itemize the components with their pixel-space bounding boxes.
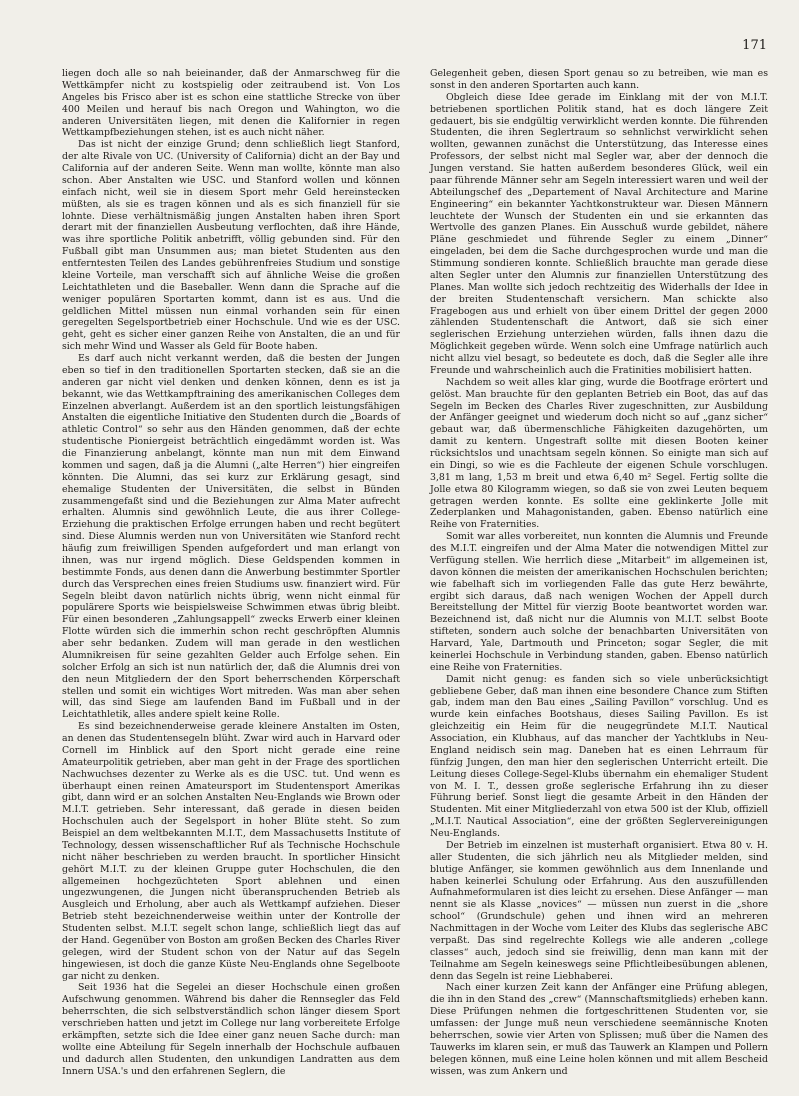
paragraph: liegen doch alle so nah beieinander, daß der Anmarschweg für die Wettkämpfer nicht zu kostspielig oder zeitraubend ist. Von Los Angeles bis Frisco aber ist es schon eine stattliche Strecke von über 400 Meilen und herauf bis nach Oregon und Wahington, wo die anderen Universitäten liegen, mit denen die Kalifornier in regen Wettkampfbeziehungen stehen, ist es auch nicht näher. xyxy=(62,68,400,139)
paragraph: Nachdem so weit alles klar ging, wurde die Bootfrage erörtert und gelöst. Man brauchte für den geplanten Betrieb ein Boot, das auf das Segeln im Becken des Charles River zugeschnitten, zur Ausbildung der Anfänger geeignet und wiederum doch nicht so auf „ganz sicher“ gebaut war, daß übermenschliche Fähigkeiten dazugehörten, um damit zu kentern. Ungestraft sollte mit diesen Booten keiner rücksichtslos und unachtsam segeln können. So einigte man sich auf ein Dingi, so wie es die Fachleute der eigenen Schule vorschlugen. 3,81 m lang, 1,53 m breit und etwa 6,40 m² Segel. Fertig sollte die Jolle etwa 80 Kilogramm wiegen, so daß sie von zwei Leuten bequem getragen werden konnte. Es sollte eine geklinkerte Jolle mit Zederplanken und Mahagonistanden, gaben. Ebenso natürlich eine Reihe von Fraternities. xyxy=(430,376,768,531)
page-number: 171 xyxy=(742,38,767,53)
paragraph: Es sind bezeichnenderweise gerade kleinere Anstalten im Osten, an denen das Studentensegeln blüht. Zwar wird auch in Harvard oder Cornell im Hinblick auf den Sport nicht gerade eine reine Amateurpolitik getrieben, aber man geht in der Frage des sportlichen Nachwuchses dezenter zu Werke als es die USC. tut. Und wenn es überhaupt einen reinen Amateursport im Studentensport Amerikas gibt, dann wird er an solchen Anstalten Neu-Englands wie Brown oder M.I.T. getrieben. Sehr interessant, daß gerade in diesen beiden Hochschulen auch der Segelsport in hoher Blüte steht. So zum Beispiel an dem weltbekannten M.I.T., dem Massachusetts Institute of Technology, dessen wissenschaftlicher Ruf als Technische Hochschule nicht näher beschrieben zu werden braucht. In sportlicher Hinsicht gehört M.I.T. zu der kleinen Gruppe guter Hochschulen, die den allgemeinen hochgezüchteten Sport ablehnen und einen ungezwungenen, die Jungen nicht überanspruchenden Betrieb als Ausgleich und Erholung, aber auch als Wettkampf aufziehen. Dieser Betrieb steht bezeichnenderweise weithin unter der Kontrolle der Studenten selbst. M.I.T. segelt schon lange, schließlich liegt das auf der Hand. Gegenüber von Boston am großen Becken des Charles River gelegen, wird der Student schon von der Natur auf das Segeln hingewiesen, ist doch die ganze Küste Neu-Englands ohne Segelboote gar nicht zu denken. xyxy=(62,721,400,982)
paragraph: Obgleich diese Idee gerade im Einklang mit der von M.I.T. betriebenen sportlichen Politik stand, hat es doch längere Zeit gedauert, bis sie endgültig verwirklicht werden konnte. Die führenden Studenten, die ihren Seglertraum so sehnlichst verwirklicht sehen wollten, gewannen zunächst die Unterstützung, das Interesse eines Professors, der selbst nicht mal Segler war, aber der dennoch die Jungen verstand. Sie hatten außerdem besonderes Glück, weil ein paar führende Männer sehr am Segeln interessiert waren und weil der Abteilungschef des „Departement of Naval Architecture and Marine Engineering“ ein bekannter Yachtkonstrukteur war. Diesen Männern leuchtete der Wunsch der Studenten ein und sie erkannten das Wertvolle des ganzen Planes. Ein Ausschuß wurde gebildet, nähere Pläne geschmiedet und führende Segler zu einem „Dinner“ eingeladen, bei dem die Sache durchgesprochen wurde und man die Stimmung sondieren konnte. Schließlich brauchte man gerade diese alten Segler unter den Alumnis zur finanziellen Unterstützung des Planes. Man wollte sich jedoch rechtzeitig des Widerhalls der Idee in der breiten Studentenschaft versichern. Man schickte also Fragebogen aus und erhielt von über einem Drittel der gegen 2000 zählenden Studentenschaft die Antwort, daß sie sich einer seglerischen Erziehung unterziehen würden, falls ihnen dazu die Möglichkeit gegeben würde. Wenn solch eine Umfrage natürlich auch nicht allzu viel besagt, so bedeutete es doch, daß die Segler alle ihre Freunde und wahrscheinlich auch die Fratinities mobilisiert hatten. xyxy=(430,91,768,376)
paragraph: Es darf auch nicht verkannt werden, daß die besten der Jungen eben so tief in den traditionellen Sportarten stecken, daß sie an die anderen gar nicht viel denken und denken können, denn es ist ja bekannt, wie das Wettkampftraining des amerikanischen Colleges dem Einzelnen abverlangt. Außerdem ist an den sportlich leistungsfähigen Anstalten die eigentliche Initiative den Studenten durch die „Boards of athletic Control“ so sehr aus den Händen genommen, daß der echte studentische Pioniergeist beträchtlich eingedämmt worden ist. Was die Finanzierung anbelangt, könnte man nun mit dem Einwand kommen und sagen, daß ja die Alumni („alte Herren“) hier eingreifen könnten. Die Alumni, das sei kurz zur Erklärung gesagt, sind ehemalige Studenten der Universitäten, die selbst in Bünden zusammengefaßt sind und die Beziehungen zur Alma Mater aufrecht erhalten. Alumnis sind gewöhnlich Leute, die aus ihrer College-Erziehung die praktischen Erfolge errungen haben und recht begütert sind. Diese Alumnis werden nun von Universitäten wie Stanford recht häufig zum freiwilligen Spenden aufgefordert und man erlangt von ihnen, was nur irgend möglich. Diese Geldspenden kommen in bestimmte Fonds, aus denen dann die Anwerbung bestimmter Sportler durch das Versprechen eines freien Studiums usw. finanziert wird. Für Segeln bleibt davon natürlich nichts übrig, wenn nicht einmal für populärere Sports wie beispielsweise Schwimmen etwas übrig bleibt. Für einen besonderen „Zahlungsappell“ zwecks Erwerb einer kleinen Flotte würden sich die immerhin schon recht geschröpften Alumnis aber sehr bedanken. Zudem will man gerade in den westlichen Alumnikreisen für seine gezahlten Gelder auch Erfolge sehen. Ein solcher Erfolg an sich ist nun natürlich der, daß die Alumnis drei von den neun Mitgliedern der den Sport beherrschenden Körperschaft stellen und somit ein wichtiges Wort mitreden. Was man aber sehen will, das sind Siege am laufenden Band im Fußball und in der Leichtathletik, alles andere spielt keine Rolle. xyxy=(62,353,400,721)
paragraph: Nach einer kurzen Zeit kann der Anfänger eine Prüfung ablegen, die ihn in den Stand des „crew“ (Mannschaftsmitglieds) erheben kann. Diese Prüfungen nehmen die fortgeschrittenen Studenten vor, sie umfassen: der Junge muß neun verschiedene seemännische Knoten beherrschen, sowie vier Arten von Splissen; muß über die Namen des Tauwerks im klaren sein, er muß das Tauwerk an Klampen und Pollern belegen können, muß eine Leine holen können und mit allem Bescheid wissen, was zum Ankern und xyxy=(430,982,768,1077)
left-text-column xyxy=(62,68,400,1077)
paragraph: Somit war alles vorbereitet, nun konnten die Alumnis und Freunde des M.I.T. eingreifen und der Alma Mater die notwendigen Mittel zur Verfügung stellen. Wie herrlich diese „Mitarbeit“ im allgemeinen ist, davon können die meisten der amerikanischen Hochschulen berichten; wie fabelhaft sich im vorliegenden Falle das gute Herz bewährte, ergibt sich daraus, daß nach wenigen Wochen der Appell durch Bereitstellung der Mittel für vierzig Boote beantwortet worden war. Bezeichnend ist, daß nicht nur die Alumnis von M.I.T. selbst Boote stifteten, sondern auch solche der benachbarten Universitäten von Harvard, Yale, Dartmouth und Princeton; sogar Segler, die mit keinerlei Hochschule in Verbindung standen, gaben. Ebenso natürlich eine Reihe von Fraternities. xyxy=(430,531,768,673)
right-text-column xyxy=(430,68,768,1077)
paragraph: Der Betrieb im einzelnen ist musterhaft organisiert. Etwa 80 v. H. aller Studenten, die sich jährlich neu als Mitglieder melden, sind blutige Anfänger, sie kommen gewöhnlich aus dem Innenlande und haben keinerlei Schulung oder Erfahrung. Aus den auszufüllenden Aufnahmeformularen ist dies leicht zu ersehen. Diese Anfänger — man nennt sie als Klasse „novices“ — müssen nun zuerst in die „shore school“ (Grundschule) gehen und ihnen wird an mehreren Nachmittagen in der Woche vom Leiter des Klubs das seglerische ABC verpaßt. Das sind regelrechte Kollegs wie alle anderen „college classes“ auch, jedoch sind sie freiwillig, denn man kann mit der Teilnahme am Segeln keineswegs seine Pflichtleibesübungen ablenen, denn das Segeln ist reine Liebhaberei. xyxy=(430,839,768,982)
paragraph: Seit 1936 hat die Segelei an dieser Hochschule einen großen Aufschwung genommen. Während bis daher die Rennsegler das Feld beherrschten, die sich selbstverständlich schon länger diesem Sport verschrieben hatten und jetzt im College nur lang vorbereitete Erfolge erkämpften, setzte sich die Idee einer ganz neuen Sache durch: man wollte eine Abteilung für Segeln innerhalb der Hochschule aufbauen und dadurch allen Studenten, den unkundigen Landratten aus dem Innern USA.'s und den erfahrenen Seglern, die xyxy=(62,982,400,1077)
paragraph: Das ist nicht der einzige Grund; denn schließlich liegt Stanford, der alte Rivale von UC. (University of California) dicht an der Bay und California auf der anderen Seite. Wenn man wollte, könnte man also schon. Aber Anstalten wie USC. und Stanford wollen und können einfach nicht, weil sie in diesem Sport mehr Geld hereinstecken müßten, als sie es tragen können und als es sich finanziell für sie lohnte. Diese verhältnismäßig jungen Anstalten haben ihren Sport derart mit der finanziellen Ausbeutung verflochten, daß ihre Hände, was ihre sportliche Politik anbetrifft, völlig gebunden sind. Für den Fußball gibt man Unsummen aus; man bietet Studenten aus den entferntesten Teilen des Landes gebührenfreies Studium und sonstige kleine Vorteile, man verschafft sich auf ähnliche Weise die großen Leichtathleten und die Baseballer. Wenn dann die Sprache auf die weniger populären Sportarten kommt, dann ist es aus. Und die geldlichen Mittel müssen nun einmal vorhanden sein für einen geregelten Segelsportbetrieb einer Hochschule. Und wie es der USC. geht, geht es sicher einer ganzen Reihe von Anstalten, die an und für sich mehr Wind und Wasser als Geld für Boote haben. xyxy=(62,139,400,353)
paragraph: Damit nicht genug: es fanden sich so viele unberücksichtigt gebliebene Geber, daß man ihnen eine besondere Chance zum Stiften gab, indem man den Bau eines „Sailing Pavillon“ vorschlug. Und es wurde kein einfaches Bootshaus, dieses Sailing Pavillon. Es ist gleichzeitig ein Heim für die neugegründete M.I.T. Nautical Association, ein Klubhaus, auf das mancher der Yachtklubs in Neu-England neidisch sein mag. Daneben hat es einen Lehrraum für fünfzig Jungen, den man hier den seglerischen Unterricht erteilt. Die Leitung dieses College-Segel-Klubs übernahm ein ehemaliger Student von M. I. T., dessen große seglerische Erfahrung ihn zu dieser Führung berief. Sonst liegt die gesamte Arbeit in den Händen der Studenten. Mit einer Mitgliederzahl von etwa 500 ist der Klub, offiziell „M.I.T. Nautical Association“, eine der größten Seglervereinigungen Neu-Englands. xyxy=(430,673,768,839)
paragraph: Gelegenheit geben, diesen Sport genau so zu betreiben, wie man es sonst in den anderen Sportarten auch kann. xyxy=(430,68,768,91)
